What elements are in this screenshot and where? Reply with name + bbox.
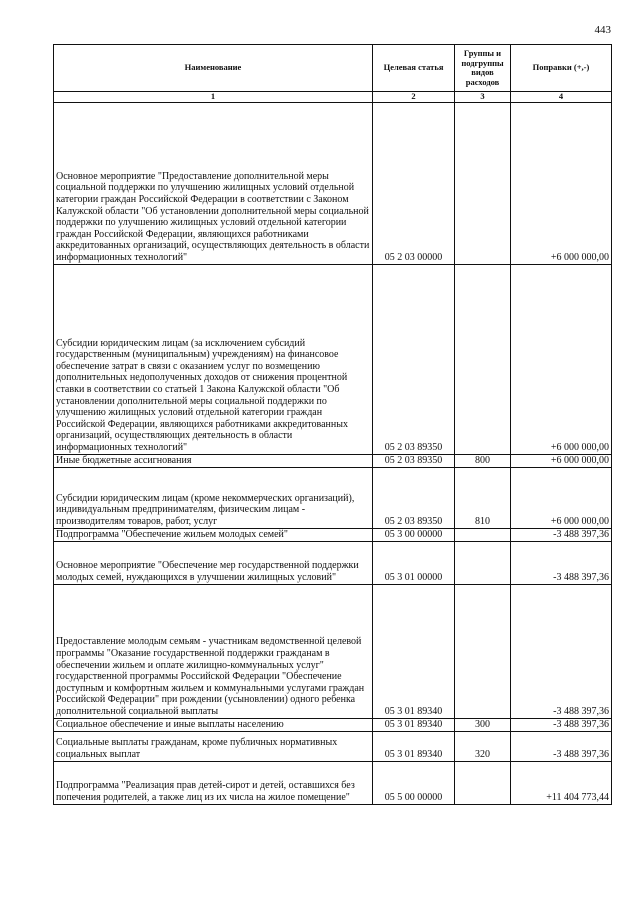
row-group <box>455 584 511 718</box>
row-target: 05 3 01 89340 <box>373 731 455 761</box>
row-target: 05 2 03 89350 <box>373 467 455 528</box>
row-target: 05 5 00 00000 <box>373 761 455 804</box>
row-name: Иные бюджетные ассигнования <box>54 454 373 467</box>
table-row <box>54 454 612 467</box>
row-target: 05 3 01 00000 <box>373 541 455 584</box>
row-amount: -3 488 397,36 <box>511 584 612 718</box>
row-amount: -3 488 397,36 <box>511 528 612 541</box>
table-row <box>54 264 612 454</box>
row-target: 05 3 01 89340 <box>373 584 455 718</box>
row-name: Предоставление молодым семьям - участникам ведомственной целевой программы "Оказание государственной поддержки гражданам в обеспечении жильем и оплате жилищно-коммунальных услуг" государственной программы Российской Федерации "Обеспечение доступным и комфортным жильем и коммунальными услугами граждан Российской Федерации" при рождении (усыновлении) одного ребенка дополнительной социальной выплаты <box>54 584 373 718</box>
row-amount: -3 488 397,36 <box>511 731 612 761</box>
page-number: 443 <box>594 24 611 36</box>
row-amount: +6 000 000,00 <box>511 467 612 528</box>
row-group: 800 <box>455 454 511 467</box>
column-number: 1 <box>54 92 373 103</box>
row-group <box>455 541 511 584</box>
table-row <box>54 102 612 264</box>
row-target: 05 2 03 89350 <box>373 454 455 467</box>
header-name: Наименование <box>54 45 373 92</box>
row-name: Социальные выплаты гражданам, кроме публичных нормативных социальных выплат <box>54 731 373 761</box>
header-target: Целевая статья <box>373 45 455 92</box>
row-name: Субсидии юридическим лицам (кроме некоммерческих организаций), индивидуальным предпринимателям, физическим лицам - производителям товаров, работ, услуг <box>54 467 373 528</box>
column-number: 2 <box>373 92 455 103</box>
row-name: Основное мероприятие "Обеспечение мер государственной поддержки молодых семей, нуждающихся в улучшении жилищных условий" <box>54 541 373 584</box>
row-target: 05 2 03 00000 <box>373 102 455 264</box>
table-row <box>54 541 612 584</box>
row-target: 05 2 03 89350 <box>373 264 455 454</box>
row-target: 05 3 00 00000 <box>373 528 455 541</box>
row-amount: +11 404 773,44 <box>511 761 612 804</box>
column-number: 3 <box>455 92 511 103</box>
header-row <box>54 45 612 92</box>
row-amount: -3 488 397,36 <box>511 718 612 731</box>
table-row <box>54 528 612 541</box>
column-number-row <box>54 92 612 103</box>
row-target: 05 3 01 89340 <box>373 718 455 731</box>
row-amount: +6 000 000,00 <box>511 264 612 454</box>
row-name: Социальное обеспечение и иные выплаты населению <box>54 718 373 731</box>
header-amount: Поправки (+,-) <box>511 45 612 92</box>
table-row <box>54 467 612 528</box>
column-number: 4 <box>511 92 612 103</box>
table-row <box>54 761 612 804</box>
row-group <box>455 102 511 264</box>
header-group: Группы и подгруппы видов расходов <box>455 45 511 92</box>
row-name: Субсидии юридическим лицам (за исключением субсидий государственным (муниципальным) учреждениям) на финансовое обеспечение затрат в связи с оказанием услуг по возмещению дополнительных недополученных доходов от снижения процентной ставки в соответствии со статьей 1 Закона Калужской области "Об установлении дополнительной меры социальной поддержки по улучшению жилищных условий отдельной категории граждан Российской Федерации, являющихся работниками аккредитованных организаций, осуществляющих деятельность в области информационных технологий" <box>54 264 373 454</box>
row-group <box>455 528 511 541</box>
row-name: Подпрограмма "Обеспечение жильем молодых семей" <box>54 528 373 541</box>
row-name: Подпрограмма "Реализация прав детей-сирот и детей, оставшихся без попечения родителей, а также лиц из их числа на жилое помещение" <box>54 761 373 804</box>
row-group: 300 <box>455 718 511 731</box>
row-group: 320 <box>455 731 511 761</box>
table-row <box>54 584 612 718</box>
budget-table <box>53 44 612 805</box>
row-group <box>455 264 511 454</box>
table-row <box>54 718 612 731</box>
row-group: 810 <box>455 467 511 528</box>
row-name: Основное мероприятие "Предоставление дополнительной меры социальной поддержки по улучшению жилищных условий отдельной категории граждан Российской Федерации в соответствии с Законом Калужской области "Об установлении дополнительной меры социальной поддержки по улучшению жилищных условий отдельной категории граждан Российской Федерации, являющихся работниками аккредитованных организаций, осуществляющих деятельность в области информационных технологий" <box>54 102 373 264</box>
table-row <box>54 731 612 761</box>
row-amount: -3 488 397,36 <box>511 541 612 584</box>
row-group <box>455 761 511 804</box>
row-amount: +6 000 000,00 <box>511 102 612 264</box>
row-amount: +6 000 000,00 <box>511 454 612 467</box>
